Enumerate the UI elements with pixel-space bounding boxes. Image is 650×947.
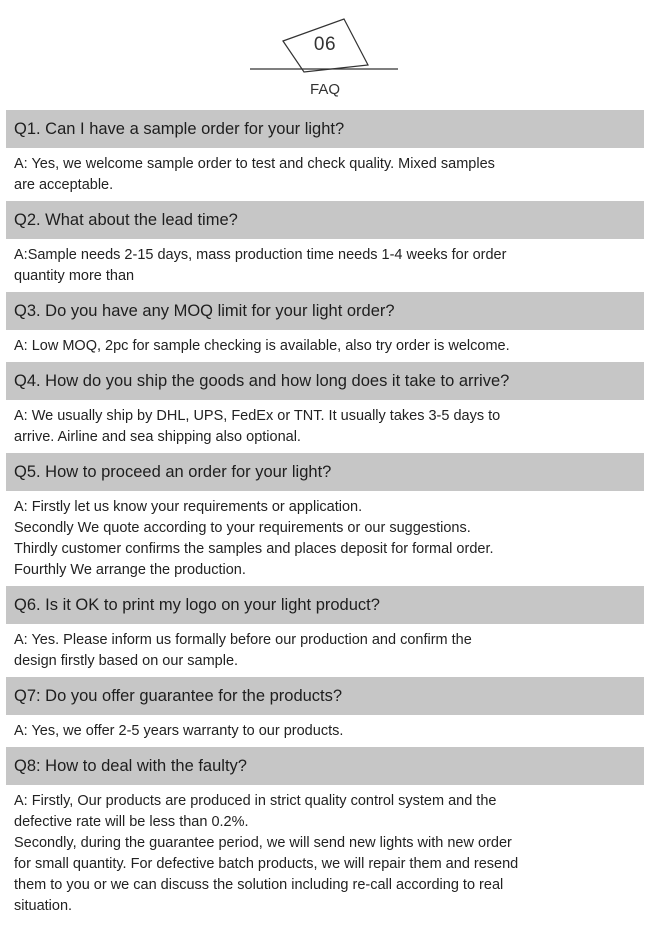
faq-question: Q4. How do you ship the goods and how long does it take to arrive?	[6, 362, 644, 400]
faq-answer	[6, 239, 644, 292]
answer-line: A: Firstly let us know your requirements or application.	[14, 499, 363, 515]
answer-line: A: Low MOQ, 2pc for sample checking is available, also try order is welcome.	[14, 338, 510, 354]
answer-line: quantity more than	[14, 268, 135, 284]
faq-item	[6, 110, 644, 201]
answer-line: situation.	[14, 898, 73, 914]
faq-question: Q8: How to deal with the faulty?	[6, 747, 644, 785]
faq-answer	[6, 715, 644, 747]
faq-item	[6, 747, 644, 922]
faq-item	[6, 586, 644, 677]
faq-answer	[6, 330, 644, 362]
answer-line: Fourthly We arrange the production.	[14, 562, 246, 578]
answer-line: Secondly, during the guarantee period, we will send new lights with new order	[14, 835, 512, 851]
answer-line: A: Yes. Please inform us formally before our production and confirm the	[14, 632, 472, 648]
faq-answer	[6, 148, 644, 201]
faq-item	[6, 292, 644, 362]
faq-question: Q2. What about the lead time?	[6, 201, 644, 239]
faq-item	[6, 362, 644, 453]
faq-list	[6, 110, 644, 922]
answer-line: arrive. Airline and sea shipping also optional.	[14, 429, 301, 445]
answer-line: design firstly based on our sample.	[14, 653, 239, 669]
faq-question: Q7: Do you offer guarantee for the products?	[6, 677, 644, 715]
answer-line: them to you or we can discuss the solution including re-call according to real	[14, 877, 504, 893]
answer-line: Thirdly customer confirms the samples and places deposit for formal order.	[14, 541, 494, 557]
section-header	[0, 0, 650, 108]
faq-answer	[6, 400, 644, 453]
section-number: 06	[313, 34, 337, 55]
faq-answer	[6, 624, 644, 677]
answer-line: Secondly We quote according to your requirements or our suggestions.	[14, 520, 471, 536]
faq-answer	[6, 491, 644, 586]
section-title: FAQ	[309, 81, 340, 98]
answer-line: for small quantity. For defective batch products, we will repair them and resend	[14, 856, 519, 872]
answer-line: A: We usually ship by DHL, UPS, FedEx or TNT. It usually takes 3-5 days to	[14, 408, 501, 424]
answer-line: are acceptable.	[14, 177, 114, 193]
faq-question: Q3. Do you have any MOQ limit for your light order?	[6, 292, 644, 330]
answer-line: defective rate will be less than 0.2%.	[14, 814, 249, 830]
answer-line: A: Firstly, Our products are produced in strict quality control system and the	[14, 793, 497, 809]
faq-question: Q6. Is it OK to print my logo on your light product?	[6, 586, 644, 624]
answer-line: A: Yes, we offer 2-5 years warranty to our products.	[14, 723, 344, 739]
faq-answer	[6, 785, 644, 922]
answer-line: A: Yes, we welcome sample order to test and check quality. Mixed samples	[14, 156, 495, 172]
faq-item	[6, 453, 644, 586]
faq-question: Q1. Can I have a sample order for your light?	[6, 110, 644, 148]
faq-item	[6, 677, 644, 747]
answer-line: A:Sample needs 2-15 days, mass production time needs 1-4 weeks for order	[14, 247, 507, 263]
faq-item	[6, 201, 644, 292]
faq-question: Q5. How to proceed an order for your light?	[6, 453, 644, 491]
